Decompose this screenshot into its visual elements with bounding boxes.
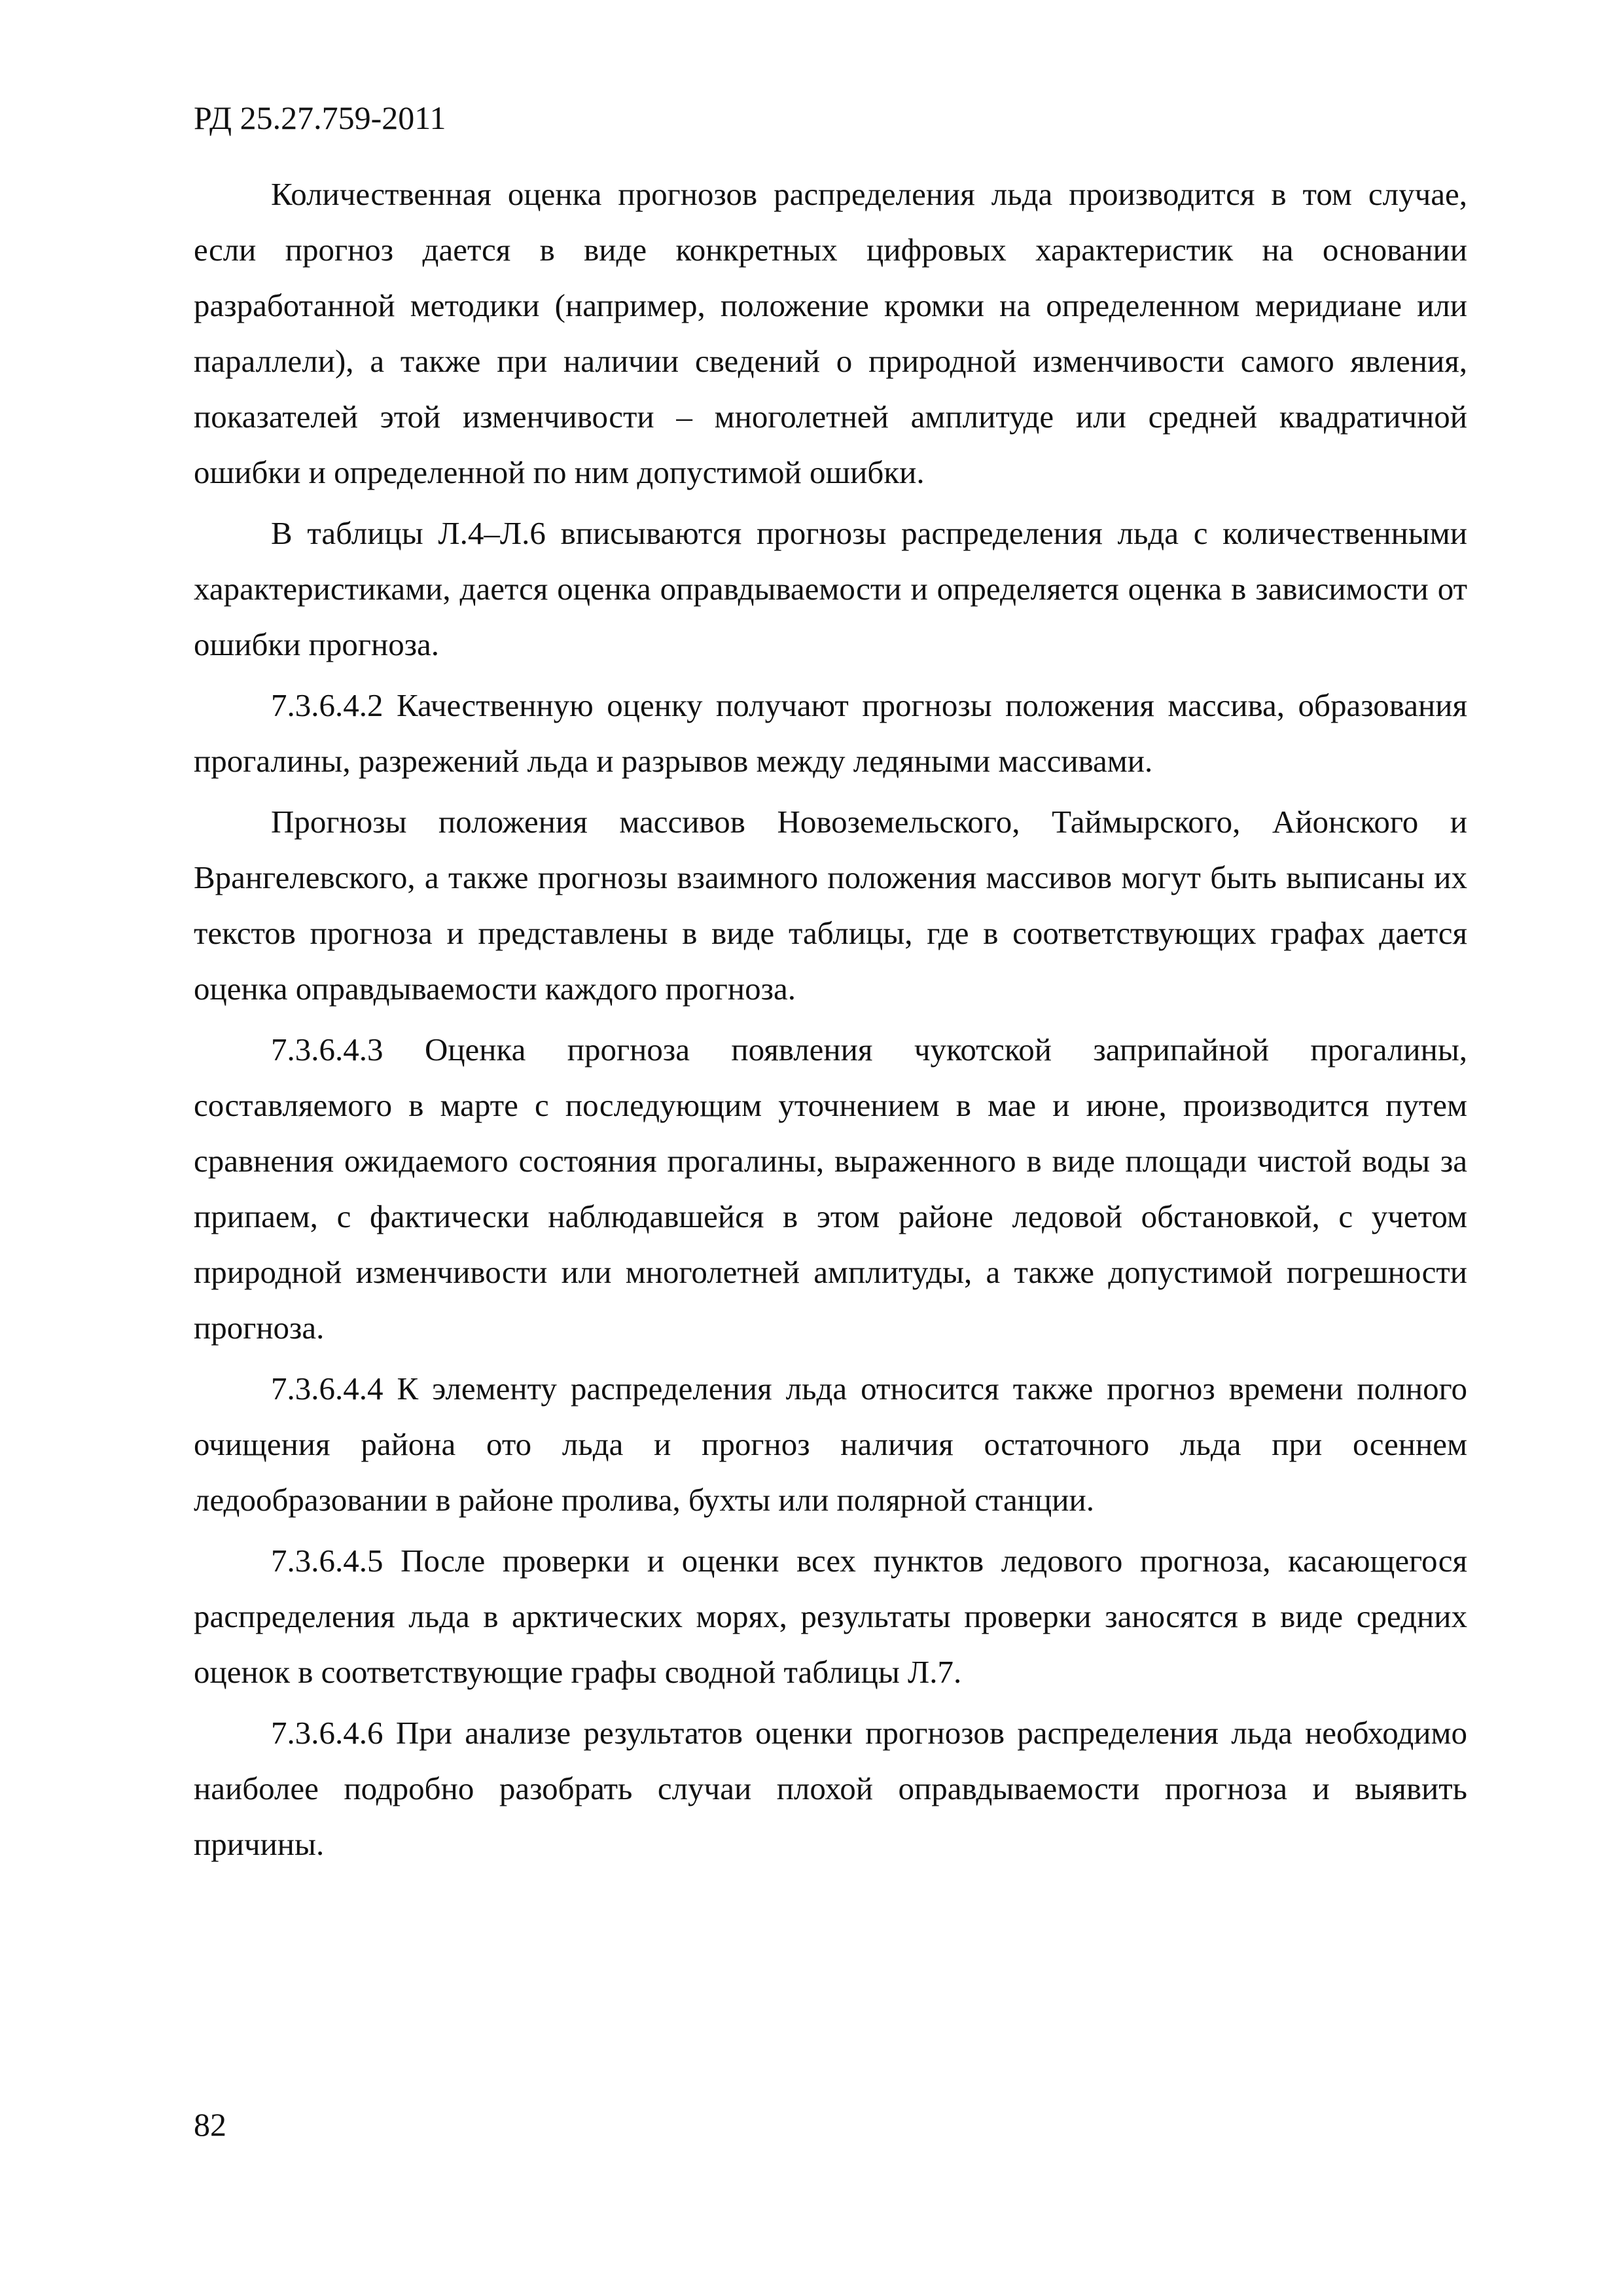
paragraph-7-3-6-4-2: 7.3.6.4.2 Качественную оценку получают прогнозы положения массива, образования прогалины, разрежений льда и разрывов между ледяными массивами. [194,687,1467,779]
body-text [194,166,1467,1877]
document-code: РД 25.27.759-2011 [194,99,446,136]
paragraph-quantitative-assessment: Количественная оценка прогнозов распределения льда производится в том случае, если прогноз дается в виде конкретных цифровых характеристик на основании разработанной методики (например, положение кромки на определенном меридиане или параллели), а также при наличии сведений о природной изменчивости самого явления, показателей этой изменчивости – многолетней амплитуде или средней квадратичной ошибки и определенной по ним допустимой ошибки. [194,176,1467,490]
paragraph-7-3-6-4-5: 7.3.6.4.5 После проверки и оценки всех пунктов ледового прогноза, касающегося распределения льда в арктических морях, результаты проверки заносятся в виде средних оценок в соответствующие графы сводной таблицы Л.7. [194,1543,1467,1690]
page-number: 82 [194,2106,226,2143]
paragraph-tables-l4-l6: В таблицы Л.4–Л.6 вписываются прогнозы распределения льда с количественными характеристиками, дается оценка оправдываемости и определяется оценка в зависимости от ошибки прогноза. [194,515,1467,662]
paragraph-massif-forecasts: Прогнозы положения массивов Новоземельского, Таймырского, Айонского и Врангелевского, а также прогнозы взаимного положения массивов могут быть выписаны их текстов прогноза и представлены в виде таблицы, где в соответствующих графах дается оценка оправдываемости каждого прогноза. [194,804,1467,1007]
paragraph-7-3-6-4-6: 7.3.6.4.6 При анализе результатов оценки прогнозов распределения льда необходимо наиболее подробно разобрать случаи плохой оправдываемости прогноза и выявить причины. [194,1715,1467,1862]
paragraph-7-3-6-4-3: 7.3.6.4.3 Оценка прогноза появления чукотской заприпайной прогалины, составляемого в марте с последующим уточнением в мае и июне, производится путем сравнения ожидаемого состояния прогалины, выраженного в виде площади чистой воды за припаем, с фактически наблюдавшейся в этом районе ледовой обстановкой, с учетом природной изменчивости или многолетней амплитуды, а также допустимой погрешности прогноза. [194,1031,1467,1346]
paragraph-7-3-6-4-4: 7.3.6.4.4 К элементу распределения льда относится также прогноз времени полного очищения района ото льда и прогноз наличия остаточного льда при осеннем ледообразовании в районе пролива, бухты или полярной станции. [194,1371,1467,1518]
